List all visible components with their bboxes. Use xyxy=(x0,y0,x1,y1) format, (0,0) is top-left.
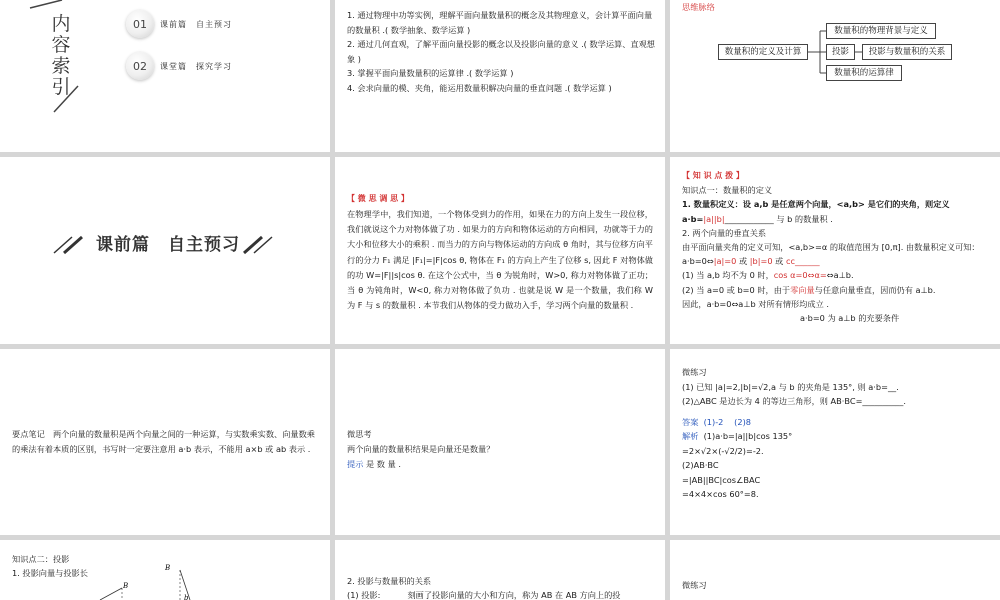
mindmap-root: 数量积的定义及计算 xyxy=(718,44,808,60)
svg-text:B: B xyxy=(165,564,171,572)
slide-section-banner xyxy=(0,157,330,344)
practice-title: 微练习 xyxy=(682,367,707,377)
key-note: 要点笔记 两个向量的数量积是两个向量之间的一种运算，与实数乘实数、向量数乘的乘法有着本质的区别，书写时一定要注意用 a·b 表示，不能用 a×b 或 ab 表示 . xyxy=(12,429,315,454)
knowledge-heading: 知识点二：投影 xyxy=(12,554,70,564)
think-hint: 提示 是 数 量 . xyxy=(347,459,401,469)
toc-title: 内容索引 xyxy=(51,13,71,98)
section-title: 课前篇 自主预习 xyxy=(96,235,240,255)
toc-number: 01 xyxy=(126,10,154,38)
case-2: (2) 当 a=0 或 b=0 时，由于零向量与任意向量垂直，因而仍有 a⊥b. xyxy=(682,284,936,295)
necessary-sufficient: a·b=0 为 a⊥b 的充要条件 xyxy=(800,313,900,324)
toc-item-explore[interactable] xyxy=(126,52,232,80)
practice-question: (1) 已知 |a|=2,|b|=√2,a 与 b 的夹角是 135°, 则 a·b=__. xyxy=(682,381,899,392)
mindmap-node: 数量积的运算律 xyxy=(826,65,902,81)
conclusion: 因此，a·b=0⇔a⊥b 对所有情形均成立 . xyxy=(682,298,829,309)
mindmap-node: 投影与数量积的关系 xyxy=(862,44,952,60)
definition-line: 1. 数量积定义：设 a,b 是任意两个向量，<a,b> 是它们的夹角，则定义 a·b=|a||b|____________ 与 b 的数量积 . xyxy=(682,199,950,224)
think-title: 微思考 xyxy=(347,429,372,439)
perpendicular-heading: 2. 两个向量的垂直关系 xyxy=(682,227,767,238)
slide-think xyxy=(335,349,665,535)
mindmap-node: 数量积的物理背景与定义 xyxy=(826,23,936,39)
slide-objectives xyxy=(335,0,665,152)
case-1: (1) 当 a,b 均不为 0 时，cos α=0⇔α=⇔a⊥b. xyxy=(682,270,854,281)
intro-text: 在物理学中，我们知道，一个物体受到力的作用，如果在力的方向上发生一段位移，我们就说这个力对物体做了功 . 如果力的方向和物体运动的方向相同，功就等于力的大小和位移大小的乘积 . 而当力的方向与物体运动的方向成 θ 角时，其与位移方向平行的分力 F₁ 满足 |F₁|=|F|cos θ, 物体在 F₁ 的方向上产生了位移 s, 因此 F 对物体做的功 W=|F||s|cos θ. 在这个公式中，当 θ 为锐角时，W>0, 称力对物体做了正功；当 θ 为钝角时，W<0, 称力对物体做了负功 . 也就是说 W 是一个数量，我们称 W 为 F 与 s 的数量积 . 本节我们从物体的受力做功入手，学习两个向量的数量积 . xyxy=(347,209,653,311)
knowledge-heading: 知识点一：数量积的定义 xyxy=(682,185,773,196)
banner-slash-right xyxy=(240,231,280,261)
solution-line: 解析 (1)a·b=|a||b|cos 135° xyxy=(682,431,793,441)
toc-label: 课堂篇 探究学习 xyxy=(160,61,232,71)
projection-definition: (1) 投影: 刻画了投影向量的大小和方向，称为 AB 在 AB 方向上的投 xyxy=(347,590,621,600)
intro-tag: 【 微 思 调 思 】 xyxy=(347,194,409,203)
zero-condition: a·b=0⇔|a|=0 或 |b|=0 或 cc______ xyxy=(682,256,820,267)
svg-text:b: b xyxy=(184,594,189,600)
slide-projection xyxy=(335,540,665,600)
projection-figure xyxy=(80,560,220,600)
slide-knowledge-2 xyxy=(0,540,330,600)
solution-step: (2)AB·BC xyxy=(682,460,719,470)
objective-item: 3. 掌握平面向量数量积的运算律 .( 数学运算 ) xyxy=(347,68,514,78)
toc-label: 课前篇 自主预习 xyxy=(160,19,232,29)
solution-step: =|AB||BC|cos∠BAC xyxy=(682,474,761,485)
slide-knowledge-1 xyxy=(670,157,1000,344)
toc-number: 02 xyxy=(126,52,154,80)
toc-item-preview[interactable] xyxy=(126,10,232,38)
practice-title: 微练习 xyxy=(682,580,707,590)
knowledge-tag: 【 知 识 点 拨 】 xyxy=(682,171,744,180)
objective-item: 4. 会求向量的模、夹角，能运用数量积解决向量的垂直问题 .( 数学运算 ) xyxy=(347,82,612,93)
slide-practice-2 xyxy=(670,540,1000,600)
slide-practice-1 xyxy=(670,349,1000,535)
mindmap-title: 思维脉络 xyxy=(682,2,715,12)
slide-note xyxy=(0,349,330,535)
practice-question: (2)△ABC 是边长为 4 的等边三角形，则 AB·BC=__________. xyxy=(682,396,906,406)
banner-slash-left xyxy=(50,231,90,261)
knowledge-subheading: 1. 投影向量与投影长 xyxy=(12,568,88,578)
objective-item: 1. 通过物理中功等实例，理解平面向量数量积的概念及其物理意义，会计算平面向量的数量积 .( 数学抽象、数学运算 ) xyxy=(347,10,653,35)
mindmap-node: 投影 xyxy=(826,44,855,60)
projection-heading: 2. 投影与数量积的关系 xyxy=(347,576,432,586)
slide-contents xyxy=(0,0,330,152)
svg-text:B: B xyxy=(123,582,129,590)
range-text: 由平面向量夹角的定义可知，<a,b>=α 的取值范围为 [0,π]. 由数量积定义可知： xyxy=(682,242,980,253)
answer-line: 答案 (1)-2 (2)8 xyxy=(682,416,751,427)
slide-intro xyxy=(335,157,665,344)
objective-item: 2. 通过几何直观，了解平面向量投影的概念以及投影向量的意义 .( 数学运算、直观想象 ) xyxy=(347,39,655,64)
solution-step: =2×√2×(-√2/2)=-2. xyxy=(682,445,764,456)
solution-step: =4×4×cos 60°=8. xyxy=(682,489,759,499)
slide-mindmap xyxy=(670,0,1000,152)
think-question: 两个向量的数量积结果是向量还是数量？ xyxy=(347,444,495,454)
